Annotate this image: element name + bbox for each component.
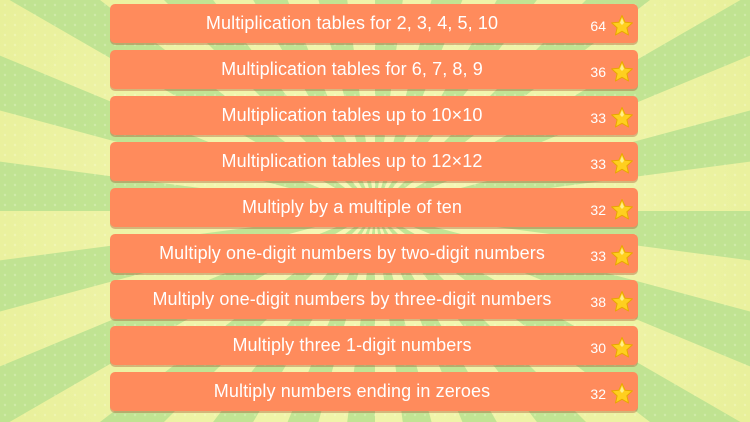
star-icon (610, 198, 634, 222)
skill-item[interactable] (110, 326, 638, 365)
star-icon (610, 244, 634, 268)
star-icon (610, 382, 634, 406)
star-icon (610, 106, 634, 130)
star-count: 38 (590, 294, 606, 310)
star-count: 32 (590, 202, 606, 218)
skill-item-label: Multiply numbers ending in zeroes (213, 381, 491, 401)
star-count: 33 (590, 248, 606, 264)
star-count: 32 (590, 386, 606, 402)
star-icon (610, 14, 634, 38)
star-count: 36 (590, 64, 606, 80)
skill-item-label: Multiplication tables for 2, 3, 4, 5, 10 (205, 13, 499, 33)
skill-item-label: Multiplication tables up to 10×10 (221, 105, 483, 125)
skill-item[interactable] (110, 4, 638, 43)
star-icon (610, 152, 634, 176)
star-count: 33 (590, 156, 606, 172)
skill-item-label: Multiply three 1-digit numbers (232, 335, 472, 355)
star-icon (610, 60, 634, 84)
skill-item[interactable] (110, 188, 638, 227)
skill-item[interactable] (110, 50, 638, 89)
star-icon (610, 290, 634, 314)
star-count: 64 (590, 18, 606, 34)
skill-item-label: Multiplication tables up to 12×12 (221, 151, 483, 171)
skill-item-label: Multiply one-digit numbers by three-digit numbers (152, 289, 552, 309)
skill-item[interactable] (110, 96, 638, 135)
star-count: 30 (590, 340, 606, 356)
skill-item-label: Multiply by a multiple of ten (242, 197, 462, 217)
skill-item[interactable] (110, 234, 638, 273)
skill-item-label: Multiply one-digit numbers by two-digit numbers (159, 243, 545, 263)
skill-item[interactable] (110, 372, 638, 411)
star-count: 33 (590, 110, 606, 126)
skill-item[interactable] (110, 142, 638, 181)
skill-item[interactable] (110, 280, 638, 319)
skill-item-label: Multiplication tables for 6, 7, 8, 9 (221, 59, 483, 79)
skill-list (110, 4, 638, 418)
star-icon (610, 336, 634, 360)
